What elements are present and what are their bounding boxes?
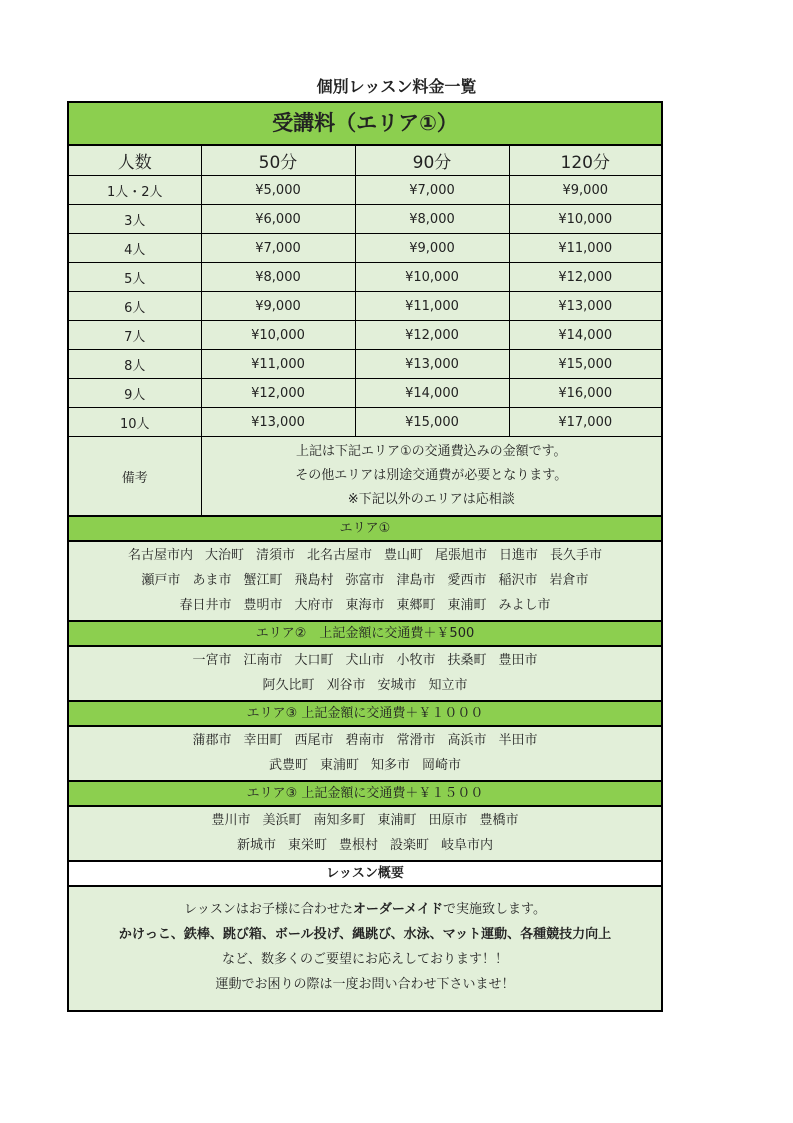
city-name: 飛島村 [294, 573, 334, 588]
city-name: 南知多町 [313, 813, 366, 828]
price-cell: ¥11,000 [355, 292, 509, 321]
city-name: 豊明市 [243, 598, 283, 613]
area-cities [69, 727, 661, 782]
column-header: 50分 [201, 146, 355, 176]
city-name: 春日井市 [179, 598, 232, 613]
city-name: 小牧市 [396, 653, 436, 668]
city-name: 知多市 [371, 758, 411, 773]
price-cell: ¥5,000 [201, 176, 355, 205]
price-cell: ¥13,000 [509, 292, 661, 321]
city-name: 稲沢市 [498, 573, 538, 588]
people-cell: 10人 [69, 408, 201, 437]
price-cell: ¥9,000 [355, 234, 509, 263]
city-name: 常滑市 [396, 733, 436, 748]
price-cell: ¥8,000 [201, 263, 355, 292]
city-name: 豊山町 [384, 548, 424, 563]
city-name: 名古屋市内 [127, 548, 193, 563]
area-cities [69, 542, 661, 622]
price-cell: ¥10,000 [509, 205, 661, 234]
people-cell: 3人 [69, 205, 201, 234]
city-line [69, 728, 661, 753]
area-header: エリア② 上記金額に交通費＋￥500 [69, 622, 661, 647]
area-header: エリア① [69, 517, 661, 542]
notes-content [201, 437, 661, 517]
city-name: 大府市 [294, 598, 334, 613]
people-cell: 9人 [69, 379, 201, 408]
price-cell: ¥13,000 [355, 350, 509, 379]
price-cell: ¥9,000 [201, 292, 355, 321]
city-name: 豊根村 [338, 838, 378, 853]
city-name: 武豊町 [268, 758, 308, 773]
people-cell: 5人 [69, 263, 201, 292]
city-name: 田原市 [428, 813, 468, 828]
people-cell: 4人 [69, 234, 201, 263]
city-name: 犬山市 [345, 653, 385, 668]
city-name: 大治町 [204, 548, 244, 563]
table-row [69, 176, 661, 205]
table-row [69, 205, 661, 234]
city-name: 豊川市 [211, 813, 251, 828]
area-cities [69, 647, 661, 702]
city-line [69, 808, 661, 833]
city-line [69, 753, 661, 778]
overview-line-1-post: で実施致します。 [443, 902, 546, 917]
city-name: 阿久比町 [262, 678, 315, 693]
note-line: ※下記以外のエリアは応相談 [347, 492, 515, 507]
city-name: 西尾市 [294, 733, 334, 748]
price-cell: ¥12,000 [355, 321, 509, 350]
area-list [69, 517, 661, 862]
column-header: 120分 [509, 146, 661, 176]
city-name: 東浦町 [447, 598, 487, 613]
city-name: 幸田町 [243, 733, 283, 748]
city-name: 岩倉市 [549, 573, 589, 588]
price-table-body [69, 146, 661, 516]
overview-body [69, 887, 661, 1010]
overview-header: レッスン概要 [69, 862, 661, 887]
city-name: 津島市 [396, 573, 436, 588]
overview-line-1 [69, 897, 661, 922]
price-cell: ¥15,000 [509, 350, 661, 379]
city-name: 長久手市 [550, 548, 603, 563]
table-row [69, 321, 661, 350]
people-cell: 7人 [69, 321, 201, 350]
price-cell: ¥14,000 [355, 379, 509, 408]
price-cell: ¥14,000 [509, 321, 661, 350]
area-header: エリア③ 上記金額に交通費＋￥１５００ [69, 782, 661, 807]
city-name: 半田市 [498, 733, 538, 748]
price-cell: ¥10,000 [201, 321, 355, 350]
price-cell: ¥15,000 [355, 408, 509, 437]
city-name: 美浜町 [262, 813, 302, 828]
city-name: 蟹江町 [243, 573, 283, 588]
fee-header: 受講料（エリア①） [69, 103, 661, 146]
city-name: 知立市 [428, 678, 468, 693]
city-name: 新城市 [236, 838, 276, 853]
city-line [69, 593, 661, 618]
area-cities [69, 807, 661, 862]
city-name: 設楽町 [390, 838, 430, 853]
city-name: 東浦町 [377, 813, 417, 828]
price-table [69, 146, 661, 517]
table-row [69, 379, 661, 408]
table-row [69, 350, 661, 379]
column-header: 90分 [355, 146, 509, 176]
price-cell: ¥16,000 [509, 379, 661, 408]
price-cell: ¥10,000 [355, 263, 509, 292]
overview-line-1-pre: レッスンはお子様に合わせた [184, 902, 353, 917]
city-name: 岡崎市 [422, 758, 462, 773]
document-title: 個別レッスン料金一覧 [316, 77, 477, 96]
overview-line-3: など、数多くのご要望にお応えしております！！ [221, 952, 508, 967]
price-cell: ¥11,000 [201, 350, 355, 379]
city-name: 東海市 [345, 598, 385, 613]
city-name: 蒲郡市 [192, 733, 232, 748]
price-cell: ¥8,000 [355, 205, 509, 234]
city-name: 岐阜市内 [441, 838, 494, 853]
price-cell: ¥12,000 [201, 379, 355, 408]
price-table-header [69, 146, 661, 176]
area-header: エリア③ 上記金額に交通費＋￥１０００ [69, 702, 661, 727]
table-row [69, 234, 661, 263]
column-header: 人数 [69, 146, 201, 176]
city-name: 刈谷市 [326, 678, 366, 693]
overview-line-4: 運動でお困りの際は一度お問い合わせ下さいませ！ [215, 977, 515, 992]
city-name: 北名古屋市 [306, 548, 372, 563]
note-line: 上記は下記エリア①の交通費込みの金額です。 [295, 444, 567, 459]
city-name: あま市 [192, 573, 232, 588]
price-cell: ¥7,000 [201, 234, 355, 263]
city-name: 愛西市 [447, 573, 487, 588]
price-cell: ¥9,000 [509, 176, 661, 205]
people-cell: 8人 [69, 350, 201, 379]
price-sheet [67, 101, 663, 1012]
people-cell: 1人・2人 [69, 176, 201, 205]
note-line: その他エリアは別途交通費が必要となります。 [295, 468, 568, 483]
price-cell: ¥13,000 [201, 408, 355, 437]
city-line [69, 833, 661, 858]
city-name: 瀬戸市 [141, 573, 181, 588]
city-line [69, 543, 661, 568]
city-name: 碧南市 [345, 733, 385, 748]
city-name: 日進市 [499, 548, 539, 563]
city-name: みよし市 [498, 598, 551, 613]
notes-row [69, 437, 661, 517]
price-cell: ¥7,000 [355, 176, 509, 205]
city-line [69, 648, 661, 673]
city-name: 東浦町 [319, 758, 359, 773]
city-name: 尾張旭市 [435, 548, 488, 563]
city-name: 東郷町 [396, 598, 436, 613]
city-name: 豊橋市 [479, 813, 519, 828]
overview-line-2: かけっこ、鉄棒、跳び箱、ボール投げ、縄跳び、水泳、マット運動、各種競技力向上 [118, 927, 612, 942]
table-row [69, 292, 661, 321]
city-name: 一宮市 [192, 653, 232, 668]
city-name: 清須市 [255, 548, 295, 563]
city-name: 東栄町 [287, 838, 327, 853]
city-name: 扶桑町 [447, 653, 487, 668]
price-cell: ¥12,000 [509, 263, 661, 292]
city-name: 高浜市 [447, 733, 487, 748]
table-row [69, 408, 661, 437]
overview-line-1-bold: オーダーメイド [352, 902, 443, 917]
people-cell: 6人 [69, 292, 201, 321]
notes-label: 備考 [69, 437, 201, 517]
price-cell: ¥11,000 [509, 234, 661, 263]
city-name: 江南市 [243, 653, 283, 668]
city-name: 安城市 [377, 678, 417, 693]
table-row [69, 263, 661, 292]
price-cell: ¥17,000 [509, 408, 661, 437]
city-line [69, 568, 661, 593]
city-name: 豊田市 [498, 653, 538, 668]
city-line [69, 673, 661, 698]
city-name: 大口町 [294, 653, 334, 668]
city-name: 弥富市 [345, 573, 385, 588]
price-cell: ¥6,000 [201, 205, 355, 234]
